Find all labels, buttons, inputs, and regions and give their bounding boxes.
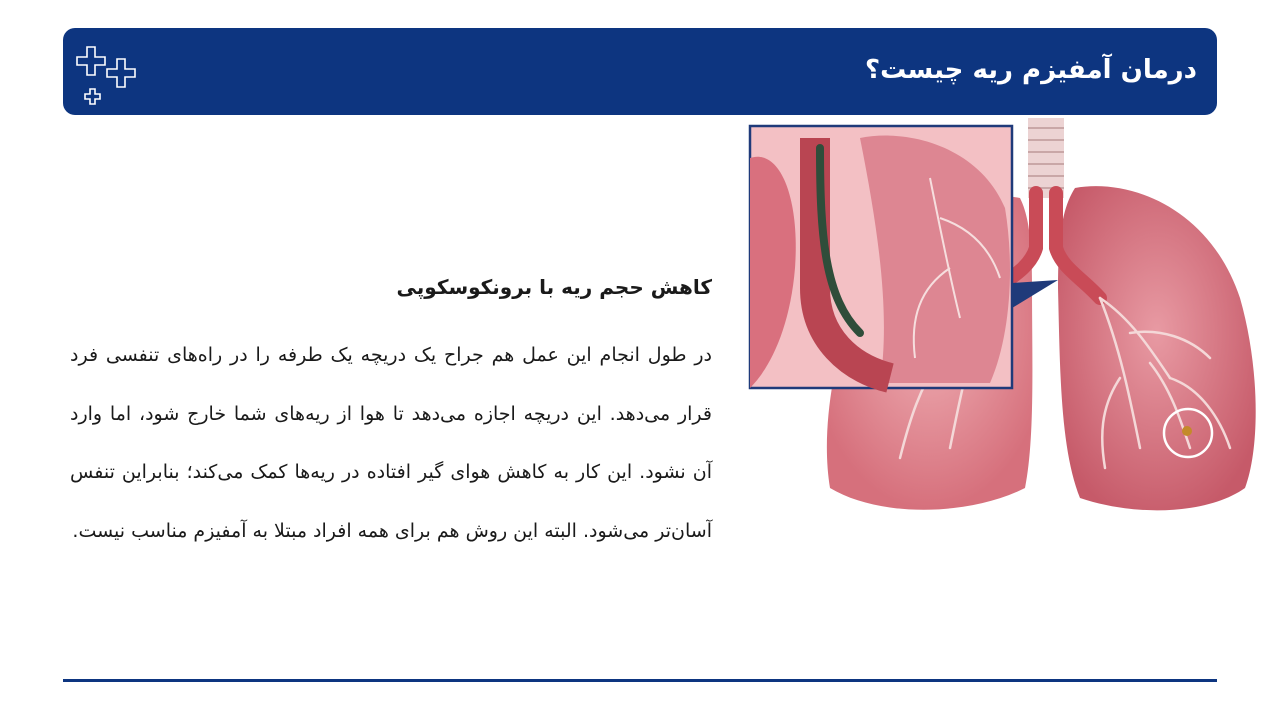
header-bar [63,28,1217,115]
body-paragraph: در طول انجام این عمل هم جراح یک دریچه یک طرفه را در راه‌های تنفسی فرد قرار می‌دهد. این دریچه اجازه می‌دهد تا هوا از ریه‌های شما خارج شود، اما وارد آن نشود. این کار به کاهش هوای گیر افتاده در ریه‌ها کمک می‌کند؛ بنابراین تنفس آسان‌تر می‌شود. البته این روش هم برای همه افراد مبتلا به آمفیزم مناسب نیست. [70,344,712,542]
content-block [70,262,712,560]
section-subtitle: کاهش حجم ریه با برونکوسکوپی [396,275,712,299]
double-plus-icon [74,45,142,107]
page-title: درمان آمفیزم ریه چیست؟ [865,55,1197,85]
lungs-bronchoscopy-illustration [740,118,1260,528]
footer-divider [63,679,1217,682]
